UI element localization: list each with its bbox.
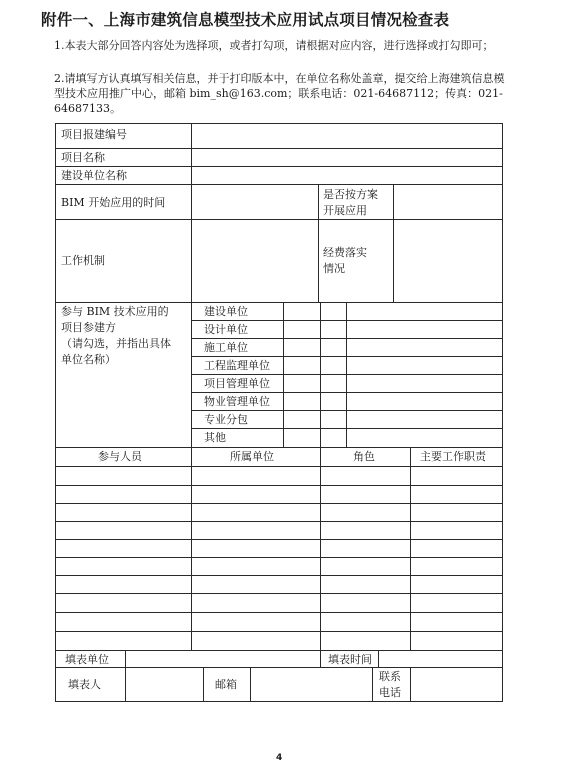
participants-label-line3: （请勾选，并指出具体	[61, 337, 171, 350]
party-designer: 设计单位	[204, 323, 248, 336]
participants-label-line1: 参与 BIM 技术应用的	[61, 305, 169, 318]
funding-label-line2: 情况	[323, 262, 345, 275]
party-property-manager: 物业管理单位	[204, 395, 270, 408]
bim-start-label: BIM 开始应用的时间	[61, 196, 166, 209]
instruction-note-2: 2.请填写方认真填写相关信息，并于打印版本中，在单位名称处盖章，提交给上海建筑信息模型技术应用推广中心，邮箱 bim_sh@163.com；联系电话：021-64687112；传真：021-64687133。	[54, 72, 505, 115]
party-builder: 建设单位	[204, 305, 248, 318]
party-other: 其他	[204, 431, 226, 444]
participants-label-line4: 单位名称）	[61, 353, 116, 366]
party-constructor: 施工单位	[204, 341, 248, 354]
party-subcontractor: 专业分包	[204, 413, 248, 426]
phone-label-line1: 联系	[379, 670, 401, 683]
funding-label-line1: 经费落实	[323, 246, 367, 259]
project-id-label: 项目报建编号	[61, 128, 127, 141]
staff-header-person: 参与人员	[98, 450, 142, 463]
filler-label: 填表人	[68, 678, 101, 691]
as-planned-label-line1: 是否按方案	[323, 188, 378, 201]
fill-unit-label: 填表单位	[65, 653, 109, 666]
staff-header-role: 角色	[353, 450, 375, 463]
instruction-note-1: 1.本表大部分回答内容处为选择项，或者打勾项，请根据对应内容，进行选择或打勾即可；	[54, 39, 494, 52]
builder-label: 建设单位名称	[61, 169, 127, 182]
staff-header-duties: 主要工作职责	[420, 450, 486, 463]
as-planned-label-line2: 开展应用	[323, 204, 367, 217]
fill-time-label: 填表时间	[328, 653, 372, 666]
project-name-label: 项目名称	[61, 151, 105, 164]
page-title: 附件一、上海市建筑信息模型技术应用试点项目情况检查表	[41, 11, 450, 29]
mechanism-label: 工作机制	[61, 254, 105, 267]
party-supervisor: 工程监理单位	[204, 359, 270, 372]
email-label: 邮箱	[215, 678, 237, 691]
participants-label-line2: 项目参建方	[61, 321, 116, 334]
staff-header-unit: 所属单位	[230, 450, 274, 463]
phone-label-line2: 电话	[379, 686, 401, 699]
page-number: 4	[276, 753, 283, 763]
party-project-manager: 项目管理单位	[204, 377, 270, 390]
